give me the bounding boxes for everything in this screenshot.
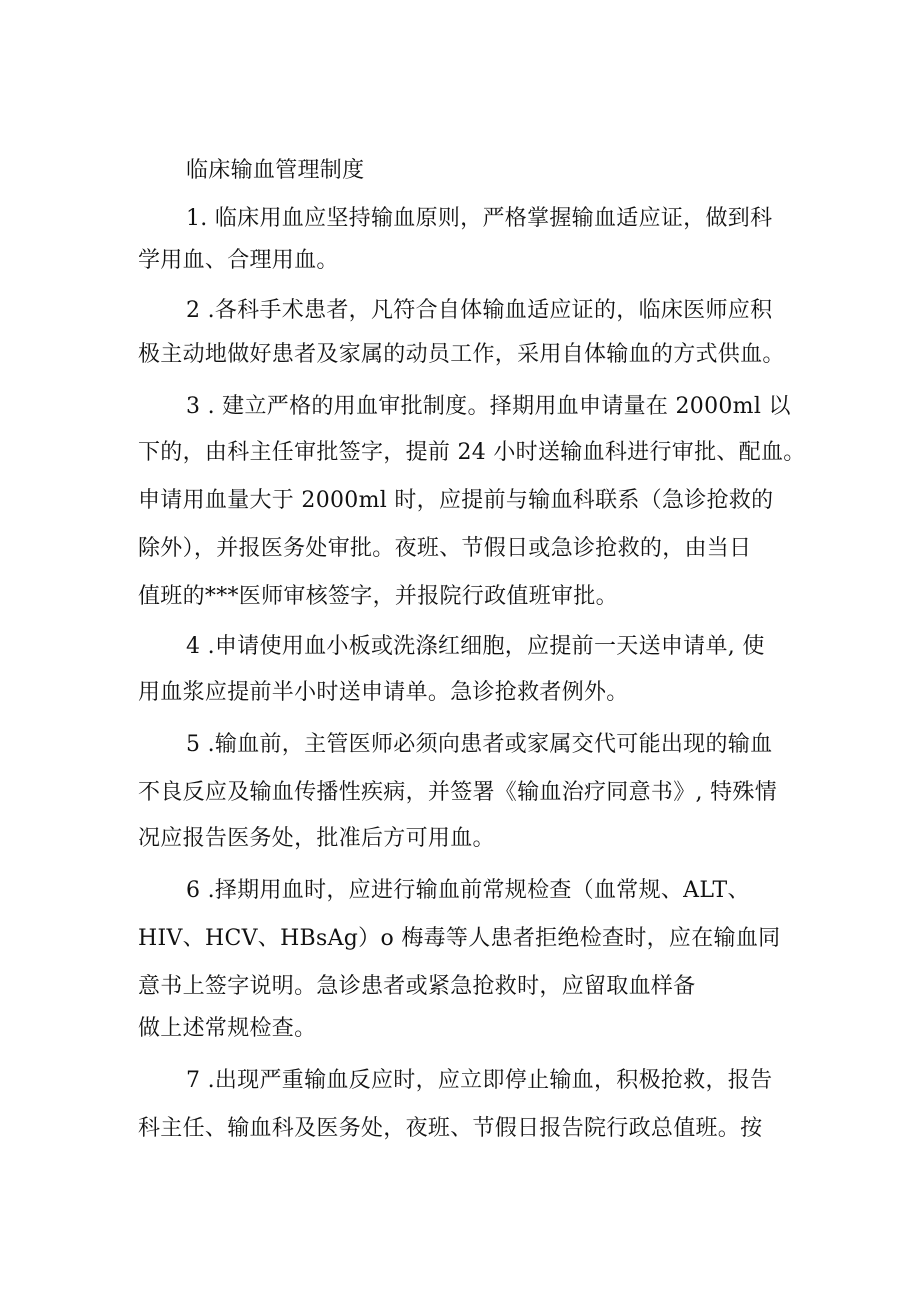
paragraph-5-line-1: 5 .输血前，主管医师必须向患者或家属交代可能出现的输血 [186, 732, 773, 757]
paragraph-3-line-2: 下的，由科主任审批签字，提前 24 小时送输血科进行审批、配血。 [138, 440, 806, 465]
paragraph-7-line-2: 科主任、输血科及医务处，夜班、节假日报告院行政总值班。按 [138, 1116, 763, 1141]
paragraph-6-line-3: 意书上签字说明。急诊患者或紧急抢救时，应留取血样备 [138, 974, 696, 999]
paragraph-3-line-1: 3 . 建立严格的用血审批制度。择期用血申请量在 2000ml 以 [186, 394, 791, 419]
paragraph-1-line-1: 1. 临床用血应坚持输血原则，严格掌握输血适应证，做到科 [186, 206, 773, 231]
document-title: 临床输血管理制度 [186, 158, 365, 183]
paragraph-5-line-3: 况应报告医务处，批准后方可用血。 [138, 826, 495, 851]
paragraph-5-line-2: 不良反应及输血传播性疾病，并签署《输血治疗同意书》, 特殊情 [138, 780, 777, 805]
paragraph-6-line-2: HIV、HCV、HBsAg）o 梅毒等人患者拒绝检查时，应在输血同 [138, 926, 781, 951]
paragraph-2-line-1: 2 .各科手术患者，凡符合自体输血适应证的，临床医师应积 [186, 298, 773, 323]
paragraph-6-line-4: 做上述常规检查。 [138, 1016, 317, 1041]
paragraph-3-line-4: 除外），并报医务处审批。夜班、节假日或急诊抢救的，由当日 [138, 536, 752, 561]
paragraph-6-line-1: 6 .择期用血时，应进行输血前常规检查（血常规、ALT、 [186, 878, 750, 903]
paragraph-4-line-1: 4 .申请使用血小板或洗涤红细胞，应提前一天送申请单, 使 [186, 634, 765, 659]
paragraph-3-line-3: 申请用血量大于 2000ml 时，应提前与输血科联系（急诊抢救的 [138, 488, 774, 513]
paragraph-7-line-1: 7 .出现严重输血反应时，应立即停止输血，积极抢救，报告 [186, 1068, 773, 1093]
paragraph-4-line-2: 用血浆应提前半小时送申请单。急诊抢救者例外。 [138, 680, 629, 705]
paragraph-3-line-5: 值班的***医师审核签字，并报院行政值班审批。 [138, 584, 618, 609]
paragraph-1-line-2: 学用血、合理用血。 [138, 248, 339, 273]
paragraph-2-line-2: 极主动地做好患者及家属的动员工作，采用自体输血的方式供血。 [138, 342, 785, 367]
